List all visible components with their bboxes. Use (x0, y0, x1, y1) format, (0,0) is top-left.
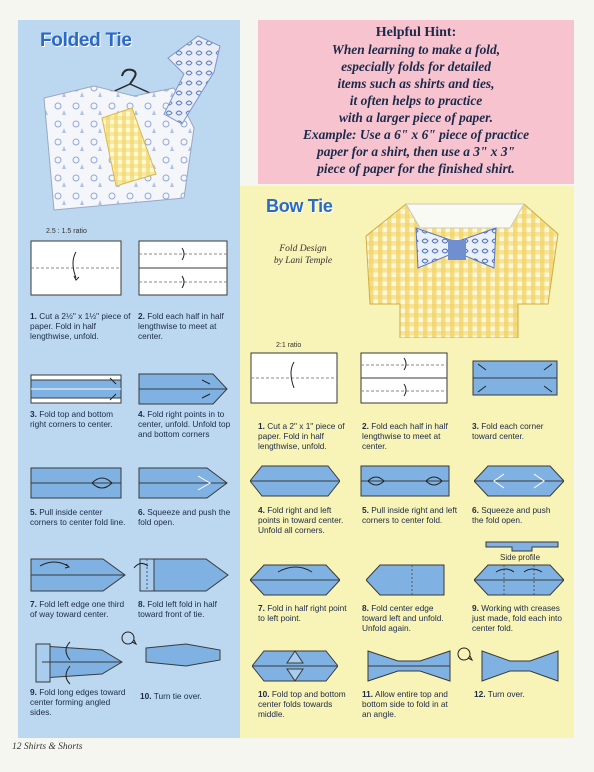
folded-tie-photo (34, 28, 234, 223)
bow-step-8-text (362, 604, 458, 633)
tie-step-5-text (30, 508, 128, 528)
step-text: Fold long edges toward center forming angled sides. (30, 687, 126, 717)
hint-line: with a larger piece of paper. (339, 110, 493, 125)
step-text: Squeeze and push the fold open. (138, 507, 231, 527)
bow-step-2-diagram (360, 352, 448, 404)
step-text: Cut a 2" x 1" piece of paper. Fold in half lengthwise, unfold. (258, 421, 345, 451)
step-text: Fold each corner toward center. (472, 421, 544, 441)
step-text: Cut a 2½" x 1½" piece of paper. Fold in half lengthwise, unfold. (30, 311, 131, 341)
step-text: Fold each half in half lengthwise to meet at center. (138, 311, 224, 341)
step-number: 2. (138, 311, 145, 321)
step-text: Turn over. (487, 689, 525, 699)
step-text: Squeeze and push the fold open. (472, 505, 551, 525)
folded-tie-title: Folded Tie (40, 30, 132, 51)
bow-step-1-text (258, 422, 354, 451)
tie-step-7-text (30, 600, 128, 620)
bow-step-6-diagram (474, 464, 564, 498)
tie-step-6-diagram (138, 466, 228, 500)
bow-step-11-diagram (366, 648, 452, 684)
tie-step-7-diagram (30, 556, 126, 594)
bow-step-1-diagram (250, 352, 338, 404)
step-number: 4. (258, 505, 265, 515)
bow-step-2-text (362, 422, 458, 451)
tie-step-3-text (30, 410, 128, 430)
hint-line: paper for a shirt, then use a 3" x 3" (317, 144, 515, 159)
bow-step-8-diagram (366, 562, 446, 598)
tie-step-4-diagram (138, 372, 228, 406)
hint-line: it often helps to practice (349, 93, 483, 108)
step-number: 9. (30, 687, 37, 697)
step-number: 3. (472, 421, 479, 431)
tie-step-2-text (138, 312, 230, 341)
tie-step-9-diagram (30, 640, 124, 686)
tie-step-4-text (138, 410, 232, 439)
hint-title: Helpful Hint: (375, 25, 457, 40)
step-number: 2. (362, 421, 369, 431)
bow-tie-shirt-photo (360, 196, 560, 343)
bow-step-9-text (472, 604, 566, 633)
tie-step-9-text (30, 688, 128, 717)
side-profile-label: Side profile (500, 553, 541, 562)
bow-step-10-diagram (252, 648, 338, 684)
step-text: Fold left fold in half toward front of tie. (138, 599, 217, 619)
bow-step-3-text (472, 422, 564, 442)
step-number: 7. (30, 599, 37, 609)
bow-step-4-diagram (250, 464, 340, 498)
step-text: Allow entire top and bottom side to fold in at an angle. (362, 689, 448, 719)
step-text: Fold right points in to center, unfold. Unfold top and bottom corners (138, 409, 231, 439)
helpful-hint-box (258, 20, 574, 184)
hint-body (258, 41, 574, 177)
bow-tie-title: Bow Tie (266, 196, 333, 216)
hint-line: piece of paper for the finished shirt. (317, 161, 515, 176)
step-text: Fold left edge one third of way toward center. (30, 599, 125, 619)
hint-line: items such as shirts and ties, (337, 76, 495, 91)
step-number: 4. (138, 409, 145, 419)
step-text: Fold in half right point to left point. (258, 603, 347, 623)
step-text: Fold top and bottom center folds towards middle. (258, 689, 346, 719)
step-number: 6. (472, 505, 479, 515)
tie-step-3-diagram (30, 374, 122, 404)
hint-line: especially folds for detailed (341, 59, 491, 74)
step-text: Fold right and left points in toward center. Unfold all corners. (258, 505, 344, 535)
bow-step-4-text (258, 506, 354, 535)
tie-step-8-diagram (132, 556, 230, 594)
step-number: 8. (138, 599, 145, 609)
bow-step-12-diagram (454, 644, 566, 686)
bow-step-9-diagram (474, 562, 564, 598)
fold-design-credit (268, 243, 338, 267)
step-text: Pull inside center corners to center fold line. (30, 507, 126, 527)
tie-step-2-diagram (138, 240, 228, 296)
bow-step-7-text (258, 604, 354, 624)
step-number: 10. (140, 691, 152, 701)
bow-step-7-diagram (250, 562, 340, 598)
tie-step-10-diagram (112, 630, 224, 680)
bow-step-3-diagram (472, 360, 558, 396)
step-text: Turn tie over. (153, 691, 202, 701)
tie-step-1-diagram (30, 240, 122, 296)
page-footer: 12 Shirts & Shorts (12, 742, 83, 752)
step-number: 1. (258, 421, 265, 431)
hint-line: When learning to make a fold, (331, 42, 501, 57)
step-number: 5. (30, 507, 37, 517)
step-number: 9. (472, 603, 479, 613)
step-number: 5. (362, 505, 369, 515)
step-number: 3. (30, 409, 37, 419)
step-number: 1. (30, 311, 37, 321)
bow-step-10-text (258, 690, 358, 719)
step-text: Fold center edge toward left and unfold. Unfold again. (362, 603, 444, 633)
step-text: Fold top and bottom right corners to center. (30, 409, 114, 429)
step-number: 6. (138, 507, 145, 517)
credit-line: Fold Design (279, 244, 327, 254)
step-text: Pull inside right and left corners to center fold. (362, 505, 458, 525)
hint-line: Example: Use a 6" x 6" piece of practice (302, 127, 530, 142)
folded-tie-ratio: 2.5 : 1.5 ratio (46, 228, 87, 235)
step-number: 10. (258, 689, 270, 699)
credit-line: by Lani Temple (273, 256, 333, 266)
tie-step-8-text (138, 600, 232, 620)
bow-step-6-text (472, 506, 564, 526)
step-number: 7. (258, 603, 265, 613)
step-text: Working with creases just made, fold each into center fold. (472, 603, 562, 633)
bow-tie-ratio: 2:1 ratio (276, 342, 302, 349)
step-number: 8. (362, 603, 369, 613)
bow-step-5-diagram (360, 464, 450, 498)
bow-step-11-text (362, 690, 458, 719)
tie-step-1-text (30, 312, 135, 341)
step-number: 11. (362, 689, 374, 699)
step-number: 12. (474, 689, 486, 699)
tie-step-10-text (140, 692, 232, 702)
tie-step-5-diagram (30, 466, 122, 500)
step-text: Fold each half in half lengthwise to meet at center. (362, 421, 448, 451)
tie-step-6-text (138, 508, 232, 528)
side-profile-diagram (484, 540, 560, 552)
bow-step-12-text (474, 690, 562, 700)
bow-step-5-text (362, 506, 458, 526)
